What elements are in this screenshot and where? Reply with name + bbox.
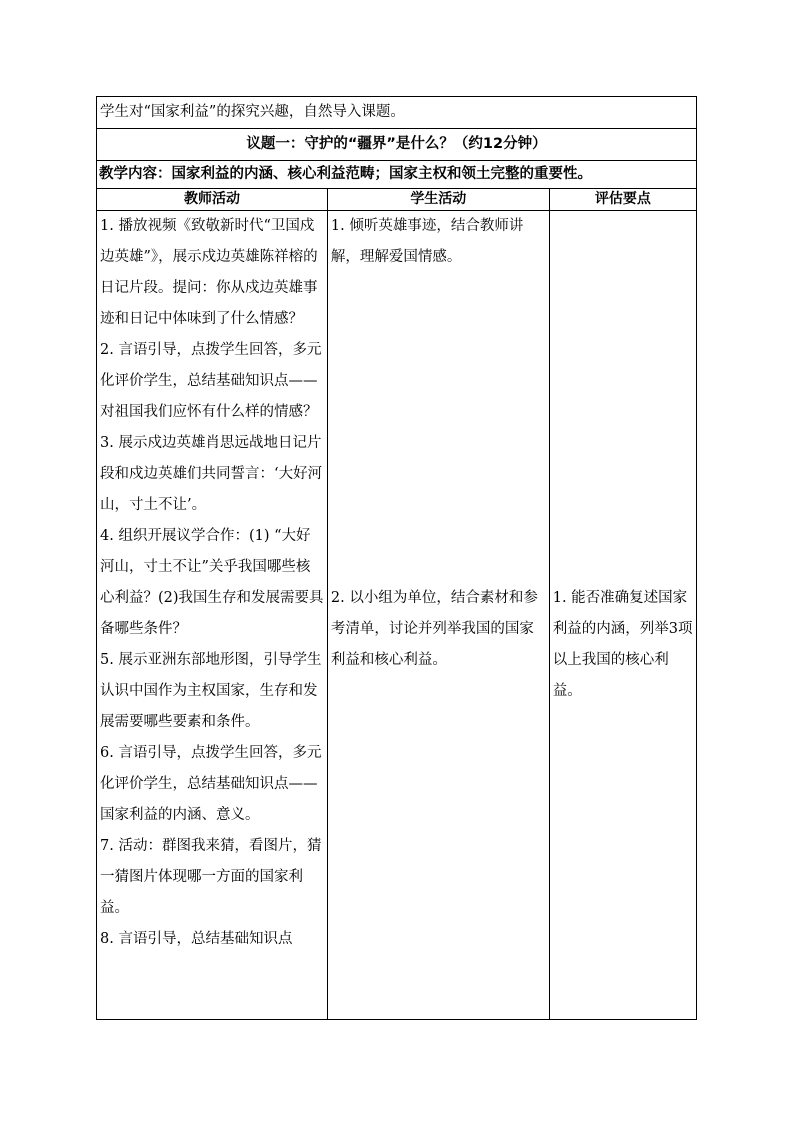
assessment-cell <box>549 211 696 1020</box>
student-activity-spacer <box>331 273 546 583</box>
student-activities-cell <box>327 211 549 1020</box>
teacher-activity-2: 2. 言语引导，点拨学生回答，多元化评价学生，总结基础知识点——对祖国我们应怀有什么样的情感？ <box>100 342 322 420</box>
teaching-content-row <box>97 161 697 189</box>
teacher-activities-cell <box>97 211 328 1020</box>
lesson-plan-table <box>96 96 697 1020</box>
student-activity-2: 2. 以小组为单位，结合素材和参考清单，讨论并列举我国的国家利益和核心利益。 <box>330 590 538 668</box>
header-student-activity: 学生活动 <box>327 189 549 211</box>
assessment-spacer <box>553 211 693 583</box>
student-activity-1: 1. 倾听英雄事迹，结合教师讲解，理解爱国情感。 <box>330 218 524 265</box>
intro-row <box>97 97 697 129</box>
teacher-activity-7: 7. 活动：群图我来猜，看图片，猜一猜图片体现哪一方面的国家利益。 <box>100 838 322 916</box>
header-assessment: 评估要点 <box>549 189 696 211</box>
teacher-activity-6: 6. 言语引导，点拨学生回答，多元化评价学生，总结基础知识点——国家利益的内涵、意义。 <box>100 745 322 823</box>
topic-title: 议题一：守护的“疆界”是什么？（约12分钟） <box>97 129 697 161</box>
header-teacher-activity: 教师活动 <box>97 189 328 211</box>
intro-text: 学生对“国家利益”的探究兴趣，自然导入课题。 <box>97 97 697 129</box>
teacher-activity-5: 5. 展示亚洲东部地形图，引导学生认识中国作为主权国家，生存和发展需要哪些要素和条件。 <box>100 652 322 730</box>
teacher-activity-3: 3. 展示戍边英雄肖思远战地日记片段和戍边英雄们共同誓言：‘大好河山，寸土不让’。 <box>100 435 323 513</box>
topic-row <box>97 129 697 161</box>
teaching-content: 教学内容：国家利益的内涵、核心利益范畴；国家主权和领土完整的重要性。 <box>97 161 697 189</box>
teacher-activity-4: 4. 组织开展议学合作：(1) “大好河山，寸土不让”关乎我国哪些核心利益？(2)我国生存和发展需要具备哪些条件？ <box>100 528 324 637</box>
column-header-row <box>97 189 697 211</box>
teacher-activity-8: 8. 言语引导，总结基础知识点 <box>100 931 293 947</box>
assessment-point-1: 1. 能否准确复述国家利益的内涵，列举3项以上我国的核心利益。 <box>552 590 693 699</box>
activity-body-row <box>97 211 697 1020</box>
teacher-activity-1: 1. 播放视频《致敬新时代“卫国戍边英雄”》，展示戍边英雄陈祥榕的日记片段。提问：你从戍边英雄事迹和日记中体味到了什么情感？ <box>100 218 318 327</box>
